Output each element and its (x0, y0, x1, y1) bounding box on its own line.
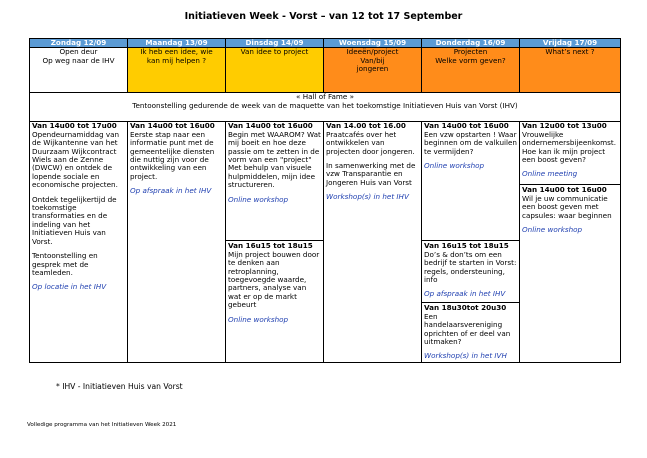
page-title: Initiatieven Week - Vorst – van 12 tot 17 September (184, 11, 463, 22)
day-header: Zondag 12/09 (30, 39, 128, 48)
theme-row (30, 48, 621, 93)
location-link[interactable]: Op locatie in het IHV (32, 282, 107, 292)
theme-line: Op weg naar de IHV (42, 55, 115, 65)
activity-text: Mijn project bouwen door te denken aan retroplanning, toegevoegde waarde, partners, analyse van wat er op de markt gebeurt (228, 249, 320, 310)
theme-line: Projecten (453, 47, 488, 57)
location-link[interactable]: Online workshop (424, 161, 485, 171)
program-wednesday (324, 122, 422, 363)
day-theme (520, 48, 621, 93)
activity-text: Tentoonstelling en gesprek met de teamleden. (32, 251, 98, 277)
time-slot: Van 14u00 tot 16u00 (228, 121, 313, 131)
time-slot: Van 14u00 tot 16u00 (424, 121, 509, 131)
day-header: Woensdag 15/09 (324, 39, 422, 48)
program-thursday (422, 122, 520, 363)
day-theme (226, 48, 324, 93)
activity-text: Vrouwelijke ondernemersbijeenkomst. Hoe kan ik mijn project een boost geven? (522, 129, 616, 165)
day-header: Donderdag 16/09 (422, 39, 520, 48)
day-theme (422, 48, 520, 93)
activity-text: Ontdek tegelijkertijd de toekomstige transformaties en de indeling van het Initiatieven Huis van Vorst. (32, 194, 117, 246)
time-slot: Van 14u00 tot 16u00 (130, 121, 215, 131)
schedule-table (29, 38, 621, 363)
activity-text: Do’s & don’ts om een bedrijf te starten in Vorst: regels, ondersteuning, info (424, 249, 517, 285)
location-link[interactable]: Workshop(s) in het IVH (424, 351, 507, 361)
theme-line: Open deur (59, 47, 98, 57)
day-theme (128, 48, 226, 93)
hall-of-fame-row (30, 93, 621, 122)
location-link[interactable]: Online workshop (228, 194, 289, 204)
theme-line: kan mij helpen ? (146, 55, 207, 65)
time-slot: Van 18u30tot 20u30 (424, 303, 507, 313)
program-monday (128, 122, 226, 363)
activity-text: Opendeurnamiddag van de Wijkantenne van het Duurzaam Wijkcontract Wiels aan de Zenne (DWCW) en ontdek de lopende sociale en economische projecten. (32, 129, 120, 190)
location-link[interactable]: Online workshop (228, 314, 289, 324)
theme-line: Van/bij (360, 55, 385, 65)
program-tuesday (226, 122, 324, 363)
day-theme (30, 48, 128, 93)
activity-text: Wil je uw communicatie een boost geven met capsules: waar beginnen (522, 193, 612, 220)
program-friday (520, 122, 621, 363)
theme-line: jongeren (356, 64, 389, 74)
location-link[interactable]: Workshop(s) in het IHV (326, 192, 409, 202)
time-slot: Van 14u00 tot 16u00 (522, 185, 607, 195)
theme-line: Welke vorm geven? (435, 55, 506, 65)
theme-line: Ik heb een idee, wie (140, 47, 213, 57)
hall-of-fame-title: « Hall of Fame » (296, 92, 354, 102)
theme-line: Ideeën/project (346, 47, 399, 57)
time-slot: Van 16u15 tot 18u15 (228, 241, 313, 251)
location-link[interactable]: Op afspraak in het IHV (424, 289, 506, 299)
time-slot: Van 14u00 tot 17u00 (32, 121, 117, 131)
day-header: Dinsdag 14/09 (226, 39, 324, 48)
activity-text: Een vzw opstarten ! Waar beginnen om de valkuilen te vermijden? (424, 129, 517, 156)
activity-text: Een handelaarsvereniging oprichten of er deel van uitmaken? (424, 311, 511, 347)
location-link[interactable]: Online workshop (522, 225, 583, 235)
hall-of-fame (30, 93, 621, 122)
activity-text: Eerste stap naar een informatie punt met de gemeentelijke diensten die nuttig zijn voor de ontwikkeling van een project. (130, 129, 215, 181)
program-sunday (30, 122, 128, 363)
activity-text: Praatcafés over het ontwikkelen van projecten door jongeren. (326, 129, 415, 156)
theme-line: What’s next ? (545, 47, 595, 57)
location-link[interactable]: Op afspraak in het IHV (130, 186, 212, 196)
hall-of-fame-text: Tentoonstelling gedurende de week van de maquette van het toekomstige Initiatieven Huis van Vorst (IHV) (132, 100, 518, 110)
time-slot: Van 12u00 tot 13u00 (522, 121, 607, 131)
time-slot: Van 16u15 tot 18u15 (424, 241, 509, 251)
footnote: * IHV - Initiatieven Huis van Vorst (56, 382, 183, 391)
day-header-row (30, 39, 621, 48)
activity-text: In samenwerking met de vzw Transparantie en Jongeren Huis van Vorst (326, 161, 416, 187)
program-row (30, 122, 621, 363)
page-footer: Volledige programma van het Initiatieven Week 2021 (27, 422, 177, 428)
theme-line: Van idee to project (240, 47, 309, 57)
time-slot: Van 14.00 tot 16.00 (326, 121, 406, 131)
day-header: Maandag 13/09 (128, 39, 226, 48)
location-link[interactable]: Online meeting (522, 169, 578, 179)
day-header: Vrijdag 17/09 (520, 39, 621, 48)
day-theme (324, 48, 422, 93)
activity-text: Begin met WAAROM? Wat mij boeit en hoe deze passie om te zetten in de vorm van een "project" Met behulp van visuele hulpmiddelen, mijn idee structureren. (228, 129, 321, 190)
